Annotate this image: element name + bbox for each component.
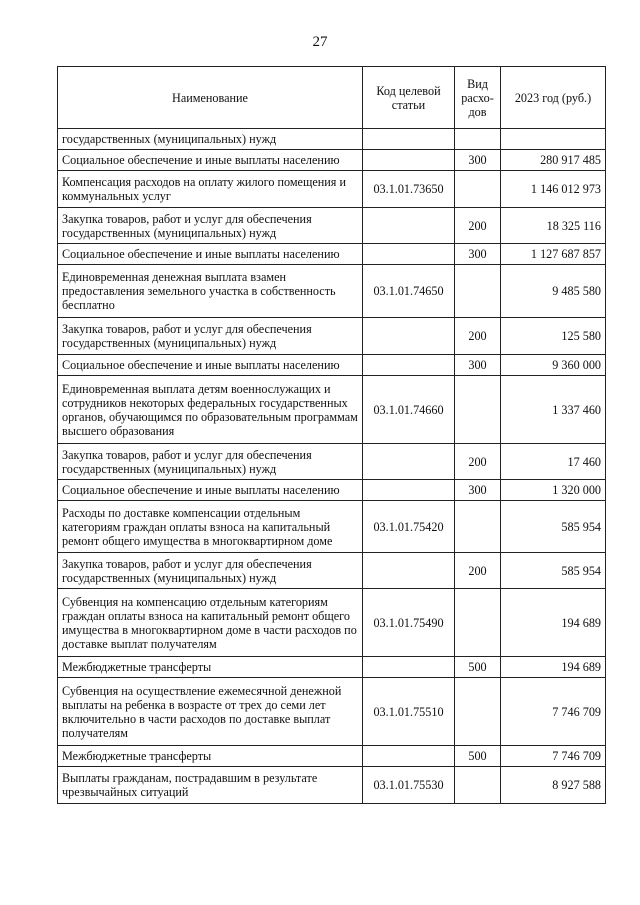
table-row [58, 208, 606, 244]
row-amount-cell: 194 689 [501, 657, 606, 678]
row-code-cell [363, 244, 455, 265]
row-name-cell: Субвенция на компенсацию отдельным категориям граждан оплаты взноса на капитальный ремонт общего имущества в многоквартирном доме в части расходов по доставке выплат получателям [58, 589, 363, 657]
table-row [58, 767, 606, 804]
row-name-cell: Социальное обеспечение и иные выплаты населению [58, 244, 363, 265]
table-row [58, 171, 606, 208]
row-amount-cell: 7 746 709 [501, 678, 606, 746]
row-amount-cell: 194 689 [501, 589, 606, 657]
row-amount-cell: 125 580 [501, 318, 606, 355]
header-code: Код целевой статьи [363, 67, 455, 129]
row-code-cell [363, 318, 455, 355]
row-name-cell: Субвенция на осуществление ежемесячной денежной выплаты на ребенка в возрасте от трех до семи лет включительно в части расходов по доставке выплат получателям [58, 678, 363, 746]
row-name-cell: Расходы по доставке компенсации отдельным категориям граждан оплаты взноса на капитальный ремонт общего имущества в многоквартирном доме [58, 501, 363, 553]
row-name-cell: Выплаты гражданам, пострадавшим в результате чрезвычайных ситуаций [58, 767, 363, 804]
page-number: 27 [312, 34, 328, 50]
row-type-cell: 300 [455, 244, 501, 265]
header-amount: 2023 год (руб.) [501, 67, 606, 129]
row-code-cell: 03.1.01.74650 [363, 265, 455, 318]
row-code-cell [363, 746, 455, 767]
table-row [58, 746, 606, 767]
row-amount-cell: 7 746 709 [501, 746, 606, 767]
row-code-cell [363, 150, 455, 171]
row-name-cell: Социальное обеспечение и иные выплаты населению [58, 150, 363, 171]
table-body [58, 129, 606, 804]
table-row [58, 150, 606, 171]
row-code-cell: 03.1.01.75420 [363, 501, 455, 553]
row-name-cell: Единовременная выплата детям военнослужащих и сотрудников некоторых федеральных государственных органов, обучающимся по образовательным программам высшего образования [58, 376, 363, 444]
row-type-cell [455, 376, 501, 444]
row-code-cell: 03.1.01.75490 [363, 589, 455, 657]
table-row [58, 244, 606, 265]
row-amount-cell: 1 146 012 973 [501, 171, 606, 208]
table-row [58, 480, 606, 501]
row-amount-cell: 585 954 [501, 501, 606, 553]
row-type-cell: 300 [455, 150, 501, 171]
row-code-cell [363, 355, 455, 376]
table-row [58, 444, 606, 480]
row-amount-cell [501, 129, 606, 150]
table-row [58, 355, 606, 376]
row-code-cell: 03.1.01.74660 [363, 376, 455, 444]
row-type-cell [455, 265, 501, 318]
budget-table [57, 66, 606, 804]
row-type-cell: 300 [455, 480, 501, 501]
row-name-cell: государственных (муниципальных) нужд [58, 129, 363, 150]
row-name-cell: Межбюджетные трансферты [58, 657, 363, 678]
row-type-cell: 200 [455, 444, 501, 480]
table-row [58, 589, 606, 657]
row-type-cell: 500 [455, 657, 501, 678]
row-name-cell: Закупка товаров, работ и услуг для обеспечения государственных (муниципальных) нужд [58, 553, 363, 589]
row-amount-cell: 17 460 [501, 444, 606, 480]
row-code-cell [363, 553, 455, 589]
row-type-cell [455, 129, 501, 150]
row-code-cell [363, 208, 455, 244]
table-row [58, 678, 606, 746]
row-amount-cell: 9 485 580 [501, 265, 606, 318]
table-row [58, 657, 606, 678]
row-name-cell: Компенсация расходов на оплату жилого помещения и коммунальных услуг [58, 171, 363, 208]
row-type-cell [455, 171, 501, 208]
row-code-cell [363, 444, 455, 480]
row-code-cell [363, 657, 455, 678]
row-type-cell: 200 [455, 318, 501, 355]
row-code-cell [363, 480, 455, 501]
row-name-cell: Закупка товаров, работ и услуг для обеспечения государственных (муниципальных) нужд [58, 208, 363, 244]
row-amount-cell: 1 320 000 [501, 480, 606, 501]
row-type-cell [455, 589, 501, 657]
row-type-cell: 300 [455, 355, 501, 376]
table-row [58, 318, 606, 355]
row-amount-cell: 280 917 485 [501, 150, 606, 171]
row-amount-cell: 8 927 588 [501, 767, 606, 804]
row-type-cell [455, 767, 501, 804]
row-name-cell: Закупка товаров, работ и услуг для обеспечения государственных (муниципальных) нужд [58, 444, 363, 480]
table-row [58, 376, 606, 444]
table-row [58, 129, 606, 150]
row-amount-cell: 18 325 116 [501, 208, 606, 244]
row-type-cell: 200 [455, 553, 501, 589]
row-type-cell [455, 678, 501, 746]
table-row [58, 265, 606, 318]
row-amount-cell: 1 127 687 857 [501, 244, 606, 265]
row-name-cell: Социальное обеспечение и иные выплаты населению [58, 355, 363, 376]
row-code-cell: 03.1.01.73650 [363, 171, 455, 208]
header-name: Наименование [58, 67, 363, 129]
row-amount-cell: 9 360 000 [501, 355, 606, 376]
row-type-cell [455, 501, 501, 553]
row-name-cell: Закупка товаров, работ и услуг для обеспечения государственных (муниципальных) нужд [58, 318, 363, 355]
row-amount-cell: 585 954 [501, 553, 606, 589]
row-type-cell: 200 [455, 208, 501, 244]
table-row [58, 553, 606, 589]
table-header-row [58, 67, 606, 129]
row-name-cell: Единовременная денежная выплата взамен предоставления земельного участка в собственность бесплатно [58, 265, 363, 318]
row-name-cell: Социальное обеспечение и иные выплаты населению [58, 480, 363, 501]
row-name-cell: Межбюджетные трансферты [58, 746, 363, 767]
table-row [58, 501, 606, 553]
row-code-cell: 03.1.01.75510 [363, 678, 455, 746]
header-type: Вид расхо-дов [455, 67, 501, 129]
row-code-cell: 03.1.01.75530 [363, 767, 455, 804]
row-type-cell: 500 [455, 746, 501, 767]
row-amount-cell: 1 337 460 [501, 376, 606, 444]
row-code-cell [363, 129, 455, 150]
